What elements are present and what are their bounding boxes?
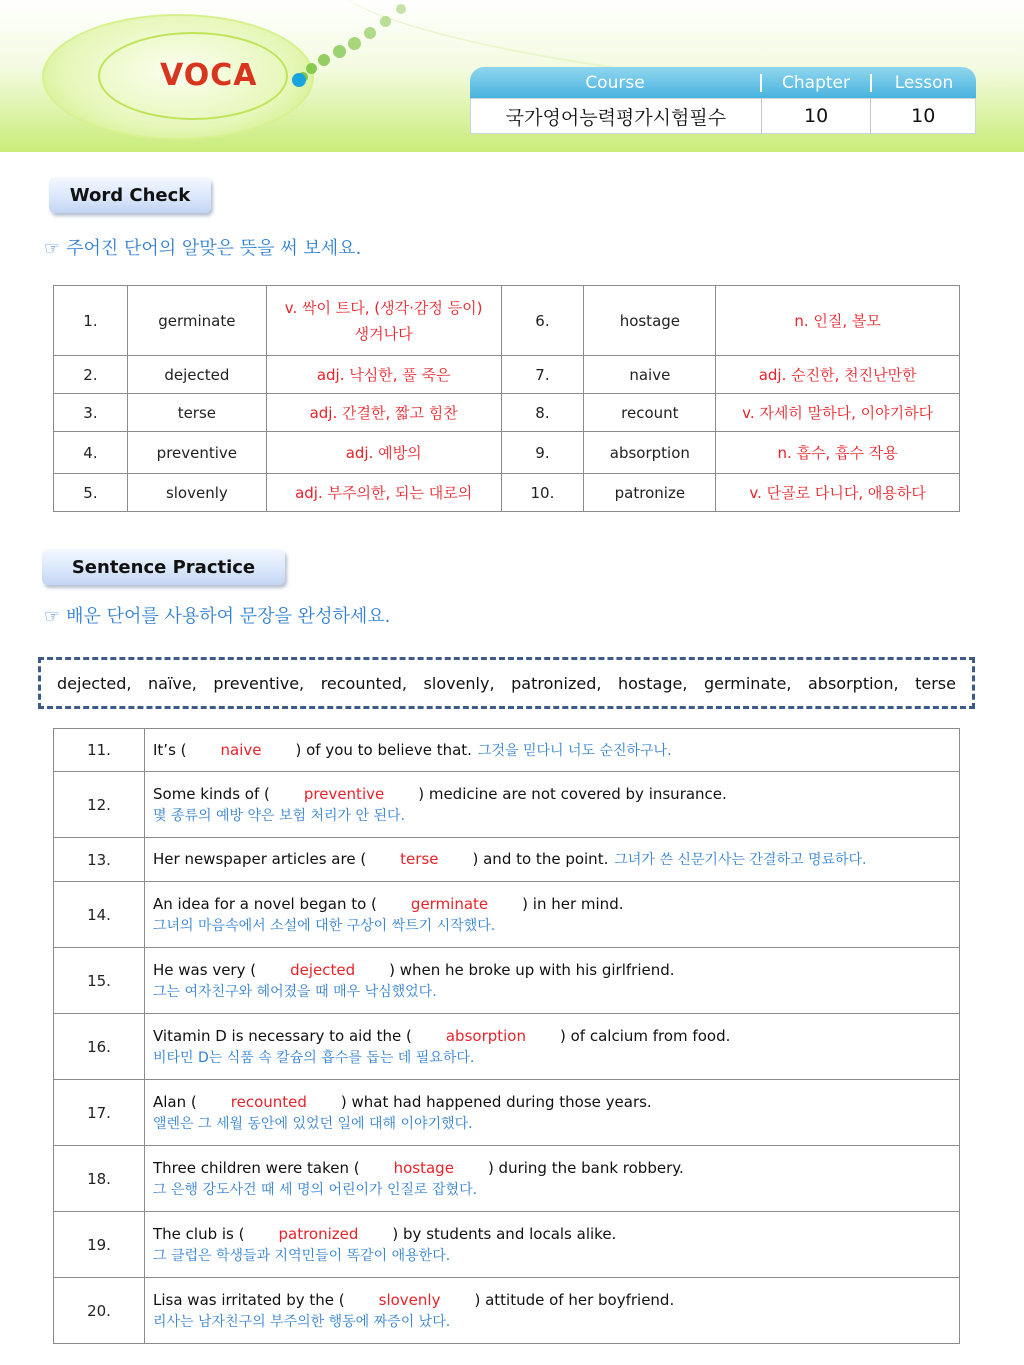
answer-word: recounted bbox=[230, 1092, 307, 1111]
sentence-korean: 그는 여자친구와 헤어졌을 때 매우 낙심했었다. bbox=[153, 983, 437, 1000]
sentence-english bbox=[153, 1157, 959, 1179]
word-term: absorption bbox=[584, 432, 716, 474]
sentence-english bbox=[153, 739, 959, 762]
sentence-english bbox=[153, 1025, 959, 1047]
answer-word: germinate bbox=[410, 894, 489, 913]
word-meaning: adj. 예방의 bbox=[266, 432, 501, 474]
sentence-translation bbox=[153, 1311, 959, 1333]
course-info bbox=[470, 98, 976, 134]
sentence-english bbox=[153, 848, 959, 871]
word-term: dejected bbox=[127, 356, 266, 394]
word-meaning: n. 인질, 볼모 bbox=[716, 286, 960, 356]
word-check-table bbox=[53, 285, 960, 512]
word-bank-item: preventive, bbox=[213, 673, 305, 693]
sentence-before: Her newspaper articles are ( bbox=[153, 850, 367, 868]
sentence-english bbox=[153, 783, 959, 805]
logo-text: VOCA bbox=[160, 58, 258, 93]
sentence-after: ) what had happened during those years. bbox=[340, 1092, 652, 1111]
sentence-table bbox=[53, 728, 960, 1344]
sentence-number: 15. bbox=[54, 948, 145, 1014]
word-check-instruction bbox=[44, 234, 361, 260]
sentence-korean: 리사는 남자친구의 부주의한 행동에 짜증이 났다. bbox=[153, 1313, 451, 1330]
chapter-label: Chapter bbox=[782, 72, 850, 93]
sentence-after: ) by students and locals alike. bbox=[392, 1224, 617, 1243]
word-row bbox=[54, 356, 960, 394]
sentence-number: 16. bbox=[54, 1014, 145, 1080]
word-bank-item: recounted, bbox=[320, 673, 407, 693]
sentence-translation bbox=[153, 1047, 959, 1069]
sentence-cell bbox=[145, 1146, 960, 1212]
word-bank-item: naïve, bbox=[148, 673, 197, 693]
sentence-translation bbox=[153, 1179, 959, 1201]
answer-word: slovenly bbox=[378, 1290, 441, 1309]
word-term: naive bbox=[584, 356, 716, 394]
word-bank-item: absorption, bbox=[808, 673, 899, 693]
sentence-korean: 그녀의 마음속에서 소설에 대한 구상이 싹트기 시작했다. bbox=[153, 917, 496, 934]
sentence-row bbox=[54, 1014, 960, 1080]
word-check-title: Word Check bbox=[49, 177, 211, 213]
sentence-before: Vitamin D is necessary to aid the ( bbox=[153, 1026, 412, 1045]
sentence-row bbox=[54, 1146, 960, 1212]
answer-word: terse bbox=[400, 850, 439, 868]
word-meaning: adj. 간결한, 짧고 힘찬 bbox=[266, 394, 501, 432]
answer-word: dejected bbox=[290, 960, 356, 979]
sentence-after: ) of calcium from food. bbox=[560, 1026, 731, 1045]
word-bank-item: dejected, bbox=[57, 673, 132, 693]
word-bank bbox=[38, 657, 975, 709]
sentence-before: An idea for a novel began to ( bbox=[153, 894, 377, 913]
word-term: slovenly bbox=[127, 474, 266, 512]
sentence-translation bbox=[153, 981, 959, 1003]
word-term: preventive bbox=[127, 432, 266, 474]
word-meaning: adj. 순진한, 천진난만한 bbox=[716, 356, 960, 394]
sentence-korean: 그녀가 쓴 신문기사는 간결하고 명료하다. bbox=[614, 852, 867, 868]
sentence-before: He was very ( bbox=[153, 960, 257, 979]
word-bank-item: terse bbox=[915, 673, 956, 693]
word-meaning: v. 단골로 다니다, 애용하다 bbox=[716, 474, 960, 512]
sentence-english bbox=[153, 1091, 959, 1113]
word-meaning: v. 싹이 트다, (생각·감정 등이) 생겨나다 bbox=[266, 286, 501, 356]
word-number: 7. bbox=[501, 356, 584, 394]
sentence-korean: 그것을 믿다니 너도 순진하구나. bbox=[477, 742, 672, 759]
decor-dot bbox=[396, 4, 406, 14]
decor-dot bbox=[333, 45, 346, 58]
word-number: 2. bbox=[54, 356, 128, 394]
word-number: 1. bbox=[54, 286, 128, 356]
sentence-number: 12. bbox=[54, 772, 145, 838]
word-number: 4. bbox=[54, 432, 128, 474]
sentence-row bbox=[54, 772, 960, 838]
word-number: 6. bbox=[501, 286, 584, 356]
word-row bbox=[54, 286, 960, 356]
instruction-text: 배운 단어를 사용하여 문장을 완성하세요. bbox=[66, 606, 391, 627]
sentence-before: Some kinds of ( bbox=[153, 784, 270, 803]
sentence-number: 19. bbox=[54, 1212, 145, 1278]
sentence-after: ) of you to believe that. bbox=[295, 740, 472, 759]
sentence-number: 18. bbox=[54, 1146, 145, 1212]
word-term: patronize bbox=[584, 474, 716, 512]
word-term: hostage bbox=[584, 286, 716, 356]
sentence-practice-title: Sentence Practice bbox=[42, 549, 285, 585]
sentence-cell bbox=[145, 882, 960, 948]
sentence-cell bbox=[145, 1278, 960, 1344]
sentence-korean: 몇 종류의 예방 약은 보험 처리가 안 된다. bbox=[153, 807, 405, 824]
sentence-korean: 그 은행 강도사건 때 세 명의 어린이가 인질로 잡혔다. bbox=[153, 1181, 478, 1198]
sentence-practice-instruction bbox=[44, 602, 390, 628]
word-meaning: adj. 낙심한, 풀 죽은 bbox=[266, 356, 501, 394]
word-number: 9. bbox=[501, 432, 584, 474]
pointing-hand-icon: ☞ bbox=[44, 606, 61, 627]
sentence-row bbox=[54, 1212, 960, 1278]
word-term: recount bbox=[584, 394, 716, 432]
sentence-cell bbox=[145, 1080, 960, 1146]
word-number: 5. bbox=[54, 474, 128, 512]
sentence-english bbox=[153, 893, 959, 915]
course-label: Course bbox=[585, 72, 645, 93]
sentence-number: 17. bbox=[54, 1080, 145, 1146]
sentence-after: ) attitude of her boyfriend. bbox=[474, 1290, 675, 1309]
word-number: 3. bbox=[54, 394, 128, 432]
sentence-translation bbox=[153, 915, 959, 937]
sentence-cell bbox=[145, 772, 960, 838]
sentence-cell bbox=[145, 948, 960, 1014]
sentence-english bbox=[153, 959, 959, 981]
sentence-english bbox=[153, 1289, 959, 1311]
pointing-hand-icon: ☞ bbox=[44, 238, 61, 259]
lesson-label: Lesson bbox=[894, 72, 954, 93]
sentence-number: 13. bbox=[54, 838, 145, 882]
sentence-korean: 앨렌은 그 세월 동안에 있었던 일에 대해 이야기했다. bbox=[153, 1115, 473, 1132]
sentence-row bbox=[54, 838, 960, 882]
word-number: 8. bbox=[501, 394, 584, 432]
sentence-row bbox=[54, 729, 960, 772]
sentence-translation bbox=[153, 1245, 959, 1267]
word-number: 10. bbox=[501, 474, 584, 512]
sentence-after: ) when he broke up with his girlfriend. bbox=[389, 960, 675, 979]
sentence-before: The club is ( bbox=[153, 1224, 245, 1243]
word-row bbox=[54, 394, 960, 432]
decor-dot bbox=[318, 54, 330, 66]
sentence-row bbox=[54, 948, 960, 1014]
sentence-before: Alan ( bbox=[153, 1092, 197, 1111]
word-meaning: v. 자세히 말하다, 이야기하다 bbox=[716, 394, 960, 432]
answer-word: patronized bbox=[278, 1224, 359, 1243]
sentence-number: 11. bbox=[54, 729, 145, 772]
sentence-after: ) in her mind. bbox=[522, 894, 624, 913]
word-term: terse bbox=[127, 394, 266, 432]
decor-dot bbox=[292, 73, 306, 87]
sentence-after: ) medicine are not covered by insurance. bbox=[418, 784, 727, 803]
word-row bbox=[54, 432, 960, 474]
word-term: germinate bbox=[127, 286, 266, 356]
word-meaning: adj. 부주의한, 되는 대로의 bbox=[266, 474, 501, 512]
sentence-row bbox=[54, 1080, 960, 1146]
sentence-before: Lisa was irritated by the ( bbox=[153, 1290, 345, 1309]
word-bank-item: patronized, bbox=[511, 673, 602, 693]
word-bank-item: slovenly, bbox=[423, 673, 495, 693]
answer-word: preventive bbox=[303, 784, 385, 803]
sentence-row bbox=[54, 1278, 960, 1344]
word-bank-item: germinate, bbox=[703, 673, 792, 693]
sentence-number: 14. bbox=[54, 882, 145, 948]
sentence-row bbox=[54, 882, 960, 948]
decor-dot bbox=[380, 16, 391, 27]
sentence-before: It’s ( bbox=[153, 740, 187, 759]
sentence-cell bbox=[145, 1212, 960, 1278]
sentence-number: 20. bbox=[54, 1278, 145, 1344]
sentence-cell bbox=[145, 1014, 960, 1080]
sentence-cell bbox=[145, 838, 960, 882]
sentence-translation bbox=[153, 1113, 959, 1135]
answer-word: absorption bbox=[445, 1026, 526, 1045]
sentence-cell bbox=[145, 729, 960, 772]
answer-word: hostage bbox=[393, 1158, 454, 1177]
sentence-korean: 비타민 D는 식품 속 칼슘의 흡수를 돕는 데 필요하다. bbox=[153, 1049, 475, 1066]
sentence-translation bbox=[153, 805, 959, 827]
decor-dot bbox=[348, 37, 361, 50]
sentence-before: Three children were taken ( bbox=[153, 1158, 360, 1177]
sentence-after: ) during the bank robbery. bbox=[487, 1158, 684, 1177]
decor-dot bbox=[364, 27, 376, 39]
answer-word: naive bbox=[220, 740, 262, 759]
word-bank-item: hostage, bbox=[617, 673, 688, 693]
sentence-after: ) and to the point. bbox=[472, 850, 609, 868]
sentence-korean: 그 클럽은 학생들과 지역민들이 똑같이 애용한다. bbox=[153, 1247, 451, 1264]
word-meaning: n. 흡수, 흡수 작용 bbox=[716, 432, 960, 474]
lesson-value: 10 bbox=[911, 105, 936, 127]
sentence-english bbox=[153, 1223, 959, 1245]
decor-dot bbox=[306, 63, 317, 74]
course-value: 국가영어능력평가시험필수 bbox=[471, 99, 762, 133]
word-row bbox=[54, 474, 960, 512]
chapter-value: 10 bbox=[762, 99, 872, 133]
course-header bbox=[470, 67, 976, 98]
instruction-text: 주어진 단어의 알맞은 뜻을 써 보세요. bbox=[66, 238, 362, 259]
